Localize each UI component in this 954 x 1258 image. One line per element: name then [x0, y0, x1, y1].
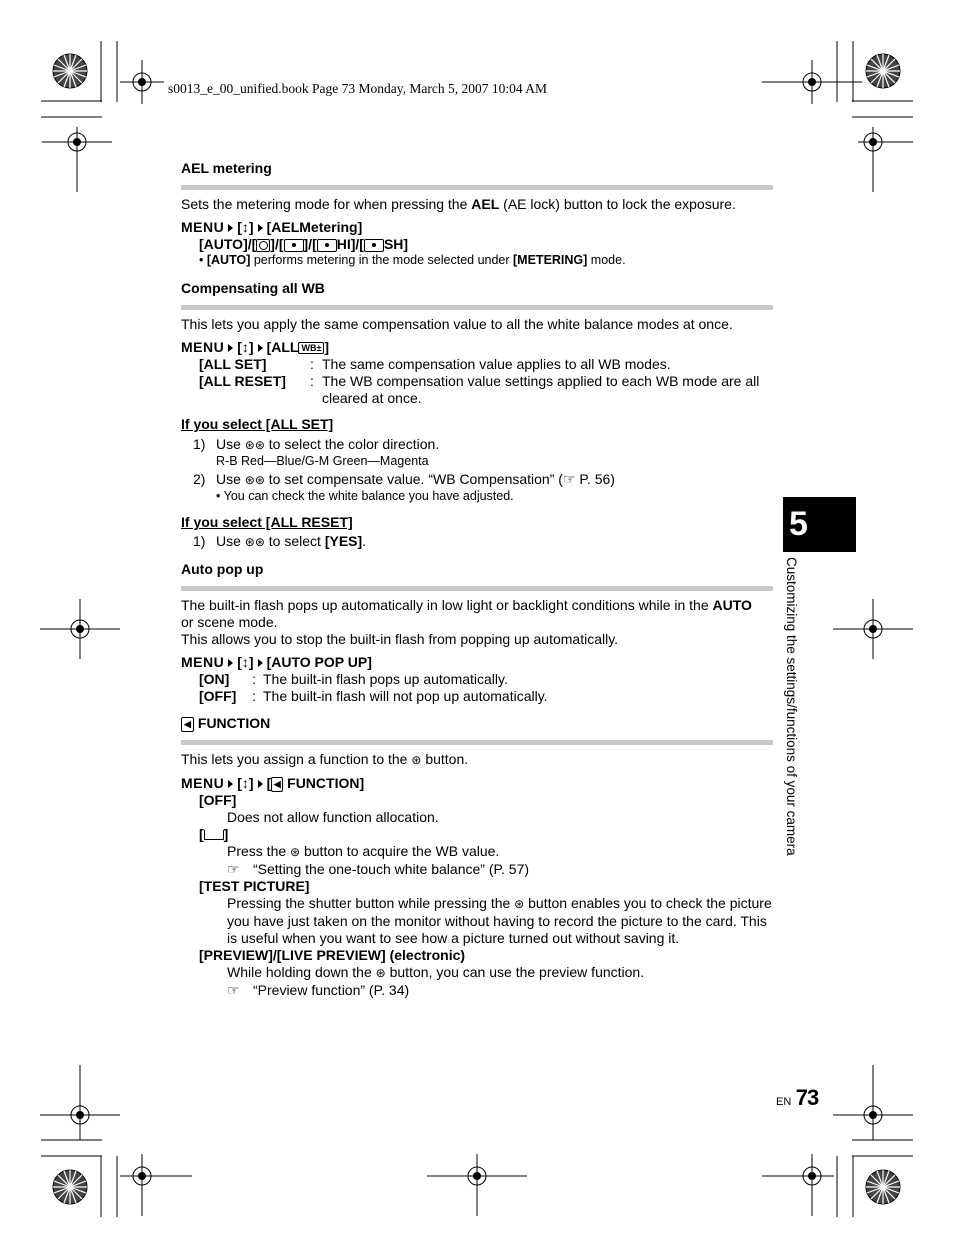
- up-down-arrow-icon: ⊛⊛: [244, 438, 265, 452]
- page-content: [181, 158, 773, 999]
- step-1: 1) Use ⊛⊛ to select [YES].: [193, 533, 367, 549]
- arrow-right-icon: [258, 344, 263, 352]
- popup-description: The built-in flash pops up automatically in low light or backlight conditions while in the AUTO or scene mode.: [181, 597, 752, 630]
- arrow-right-icon: [228, 780, 233, 788]
- function-wb-text: Press the ⊛ button to acquire the WB value.: [227, 843, 500, 859]
- one-touch-wb-icon: [204, 830, 224, 840]
- section-rule: [181, 740, 773, 745]
- section-rule: [181, 185, 773, 190]
- function-off-text: Does not allow function allocation.: [227, 809, 439, 825]
- function-button-icon: ◀: [271, 777, 283, 792]
- ael-menu-path: MENU [↕] [AELMetering]: [181, 219, 363, 235]
- print-header: s0013_e_00_unified.book Page 73 Monday, March 5, 2007 10:04 AM: [168, 81, 547, 96]
- popup-option-on: [ON] : The built-in flash pops up automatically.: [199, 671, 508, 687]
- esp-metering-icon: [256, 239, 270, 252]
- arrow-right-icon: [258, 659, 263, 667]
- section-rule: [181, 586, 773, 591]
- chapter-tab: 5: [783, 497, 856, 552]
- function-preview-reference: ☞ “Preview function” (P. 34): [227, 982, 410, 998]
- arrow-right-icon: [258, 224, 263, 232]
- reference-icon: ☞: [227, 982, 240, 998]
- arrow-right-icon: [228, 344, 233, 352]
- section-title-wb: Compensating all WB: [181, 280, 325, 296]
- center-weighted-icon: [284, 239, 304, 252]
- function-button-icon: ⊛: [375, 966, 386, 980]
- chapter-side-label: Customizing the settings/functions of your camera: [784, 557, 799, 856]
- left-right-arrow-icon: ⊛⊛: [244, 535, 265, 549]
- arrow-right-icon: [228, 224, 233, 232]
- function-button-icon: ⊛: [411, 753, 422, 767]
- ael-options: [AUTO]/[ ]/[ ]/[ HI]/[ SH]: [199, 236, 409, 252]
- custom-menu-icon: ↕: [241, 775, 249, 791]
- custom-menu-icon: ↕: [241, 654, 249, 670]
- function-preview-text: While holding down the ⊛ button, you can use the preview function.: [227, 964, 645, 980]
- subheading-all-reset: If you select [ALL RESET]: [181, 514, 353, 530]
- function-description: This lets you assign a function to the ⊛ button.: [181, 751, 469, 767]
- section-title-function: ◀ FUNCTION: [181, 715, 773, 732]
- spot-icon: [317, 239, 337, 252]
- function-wb-label: [ ]: [199, 826, 229, 842]
- wb-option-all-reset: [ALL RESET] : The WB compensation value settings applied to each WB mode are all cleared at once.: [199, 373, 760, 406]
- function-test-text: Pressing the shutter button while pressing the ⊛ button enables you to check the picture you have just taken on the monitor without having to record the picture to the card. This is useful when you want to see how a picture turned out without saving it.: [227, 895, 772, 946]
- section-title-ael: AEL metering: [181, 160, 272, 176]
- function-button-icon: ⊛: [290, 845, 301, 859]
- popup-menu-path: MENU [↕] [AUTO POP UP]: [181, 654, 372, 670]
- step-1: 1) Use ⊛⊛ to select the color direction.: [193, 436, 440, 452]
- function-menu-path: MENU [↕] [ ◀ FUNCTION]: [181, 775, 365, 791]
- function-preview-label: [PREVIEW]/[LIVE PREVIEW] (electronic): [199, 947, 466, 963]
- step-2: 2) Use ⊛⊛ to set compensate value. “WB Compensation” (☞ P. 56): [193, 471, 615, 487]
- ael-description: Sets the metering mode for when pressing the AEL (AE lock) button to lock the exposure.: [181, 196, 736, 212]
- reference-icon: ☞: [227, 861, 240, 877]
- popup-option-off: [OFF] : The built-in flash will not pop up automatically.: [199, 688, 548, 704]
- custom-menu-icon: ↕: [241, 339, 249, 355]
- function-test-label: [TEST PICTURE]: [199, 878, 310, 894]
- function-button-icon: ⊛: [514, 897, 525, 911]
- function-off-label: [OFF]: [199, 792, 237, 808]
- function-button-icon: ◀: [181, 717, 194, 732]
- section-title-popup: Auto pop up: [181, 561, 264, 577]
- subheading-all-set: If you select [ALL SET]: [181, 416, 334, 432]
- page-number: EN 73: [776, 1085, 819, 1110]
- wb-description: This lets you apply the same compensation value to all the white balance modes at once.: [181, 316, 733, 332]
- left-right-arrow-icon: ⊛⊛: [244, 473, 265, 487]
- popup-description-2: This allows you to stop the built-in flash from popping up automatically.: [181, 631, 619, 647]
- arrow-right-icon: [228, 659, 233, 667]
- function-wb-reference: ☞ “Setting the one-touch white balance” (P. 57): [227, 861, 530, 877]
- reference-icon: ☞: [562, 471, 580, 487]
- step-1-note: R-B Red—Blue/G-M Green—Magenta: [216, 454, 429, 468]
- step-2-note: • You can check the white balance you have adjusted.: [216, 489, 514, 503]
- arrow-right-icon: [258, 780, 263, 788]
- custom-menu-icon: ↕: [241, 219, 249, 235]
- section-rule: [181, 305, 773, 310]
- wb-compensation-icon: WB±: [298, 342, 324, 354]
- wb-option-all-set: [ALL SET] : The same compensation value applies to all WB modes.: [199, 356, 671, 372]
- ael-note: • [AUTO] performs metering in the mode selected under [METERING] mode.: [199, 253, 626, 267]
- wb-menu-path: MENU [↕] [ALL WB± ]: [181, 339, 330, 355]
- spot-icon: [364, 239, 384, 252]
